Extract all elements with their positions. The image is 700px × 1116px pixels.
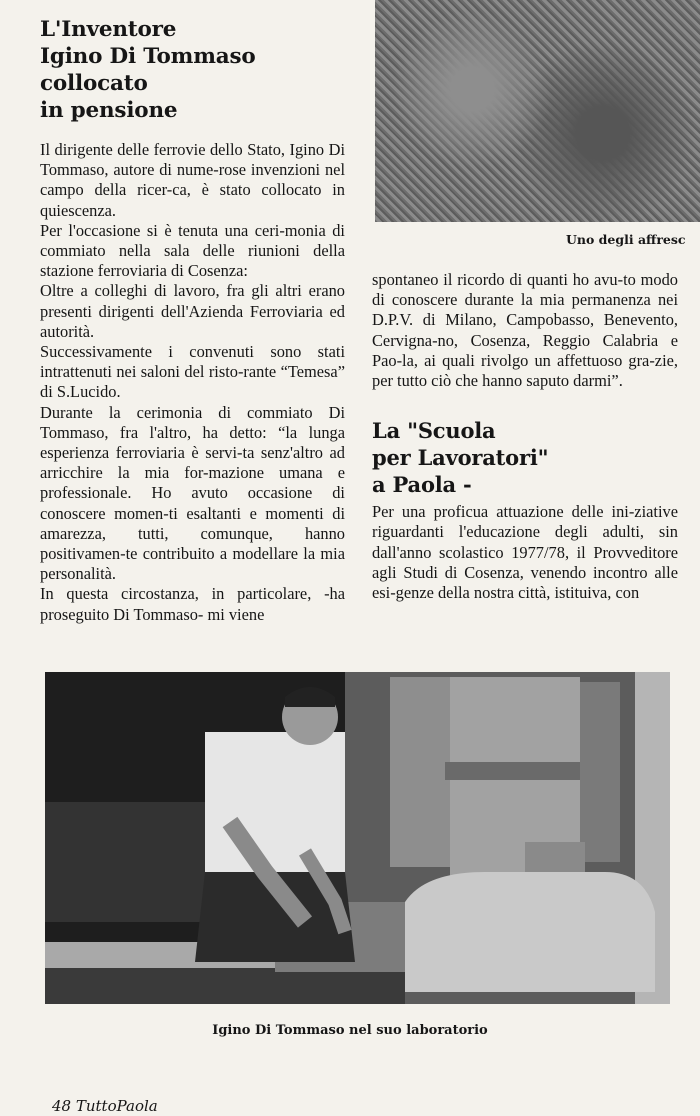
paragraph: Successivamente i convenuti sono stati intrattenuti nei saloni del risto-rante “Temesa” di S.Lucido. xyxy=(40,342,345,402)
paragraph: Il dirigente delle ferrovie dello Stato, Igino Di Tommaso, autore di nume-rose invenzioni nel campo della ricer-ca, è stato collocato in quiescenza. xyxy=(40,140,345,220)
article-inventor-continuation: spontaneo il ricordo di quanti ho avu-to modo di conoscere durante la mia permanenza nei D.P.V. di Milano, Campobasso, Benevento, Cervigna-no, Cosenza, Reggio Calabria e Pao-la, ai quali rivolgo un affettuoso gra-zie, per tutto ciò che hanno saputo darmi”. xyxy=(372,270,678,391)
laboratory-photo-illustration xyxy=(45,672,670,1004)
title-line: La "Scuola xyxy=(372,418,496,444)
title-line: a Paola - xyxy=(372,472,472,498)
title-line: in pensione xyxy=(40,98,178,123)
page-footer: 48 TuttoPaola xyxy=(52,1097,158,1115)
title-line: Igino Di Tommaso xyxy=(40,44,256,69)
paragraph: Per l'occasione si è tenuta una ceri-monia di commiato nella sala delle riunioni della stazione ferroviaria di Cosenza: xyxy=(40,220,345,281)
title-line: collocato xyxy=(40,71,148,96)
laboratory-photo xyxy=(45,672,670,1004)
article-inventor-body xyxy=(40,140,345,625)
paragraph: In questa circostanza, in particolare, -ha proseguito Di Tommaso- mi viene xyxy=(40,584,345,624)
article-continuation-column xyxy=(372,270,678,603)
title-line: per Lavoratori" xyxy=(372,445,549,471)
fresco-photo xyxy=(375,0,700,222)
article-school-title xyxy=(372,417,678,498)
article-inventor-title xyxy=(40,16,345,124)
article-inventor-column xyxy=(40,16,345,625)
article-school-body: Per una proficua attuazione delle ini-ziative riguardanti l'educazione degli adulti, sin dall'anno scolastico 1977/78, il Provveditore agli Studi di Cosenza, venendo incontro alle esi-genze della nostra città, istituiva, con xyxy=(372,502,678,603)
laboratory-caption: Igino Di Tommaso nel suo laboratorio xyxy=(212,1023,488,1038)
paragraph: Durante la cerimonia di commiato Di Tommaso, fra l'altro, ha detto: “la lunga esperienza ferroviaria è servi-ta senz'altro ad arricchire la mia for-mazione umana e professionale. Ho avuto occasione di conoscere momen-ti esaltanti e momenti di amarezza, tutti, comunque, hanno positivamen-te contribuito a modellare la mia personalità. xyxy=(40,402,345,584)
title-line: L'Inventore xyxy=(40,17,177,42)
fresco-caption: Uno degli affresc xyxy=(566,232,686,247)
paragraph: Oltre a colleghi di lavoro, fra gli altri erano presenti dirigenti dell'Azienda Ferroviaria ed autorità. xyxy=(40,281,345,341)
